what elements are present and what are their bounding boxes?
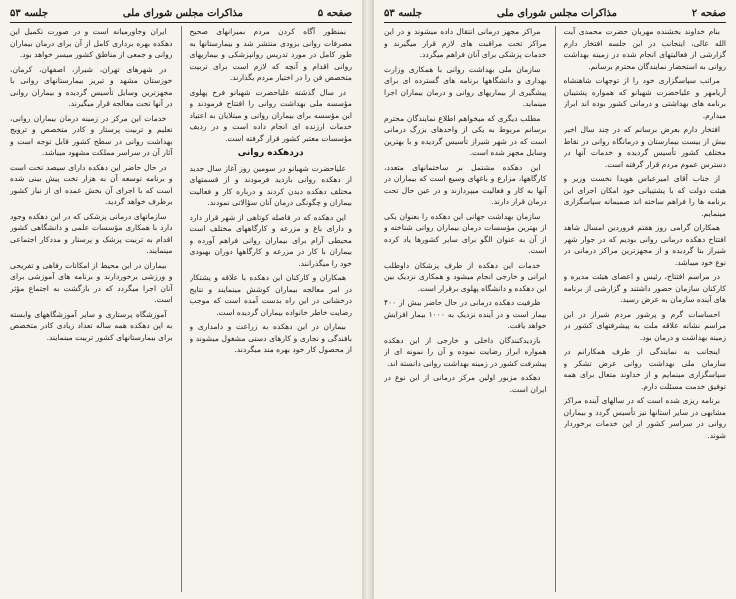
article-paragraph: این دهکده که در فاصله کوتاهی از شهر قرار دارد و دارای باغ و مزرعه و کارگاههای مختلف است محیطی آرام برای بیماران روانی فراهم آورده و بیماران با کار در مزرعه و کارگاهها دوران بهبودی خود را میگذرانند. (189, 212, 352, 268)
article-paragraph: سازمان بهداشت جهانی این دهکده را بعنوان یکی از بهترین مؤسسات درمان بیماران روانی شناخته و از آن به عنوان الگو برای سایر کشورها یاد کرده است. (384, 211, 547, 255)
article-paragraph: در مراسم افتتاح، رئیس و اعضای هیئت مدیره و کارکنان سازمان حضور داشتند و گزارشی از برنامه های آینده سازمان به عرض رسید. (563, 272, 726, 304)
section-heading: دردهکده روانی (237, 148, 304, 158)
left-page-columns (10, 26, 352, 592)
page-gutter (362, 0, 374, 599)
article-paragraph: احساسات گرم و پرشور مردم شیراز در این مراسم نشانه علاقه ملت به پیشرفتهای کشور در زمینه بهداشت و درمان بود. (563, 309, 726, 342)
right-page (374, 0, 736, 599)
article-paragraph: همکاران و کارکنان این دهکده با علاقه و پشتکار در امر معالجه بیماران کوشش مینمایند و نتایج درخشانی در این راه بدست آمده است که موجب رضایت خاطر خانواده بیماران گردیده است. (189, 273, 352, 317)
article-paragraph: مراتب سپاسگزاری خود را از توجهات شاهنشاه آریامهر و علیاحضرت شهبانو که همواره پشتیبان برنامه های بهداشتی و درمانی کشور بوده اند ابراز میدارم. (563, 76, 726, 120)
article-paragraph: علیاحضرت شهبانو در سومین روز آغاز سال جدید از دهکده روانی بازدید فرمودند و از قسمتهای مختلف دهکده دیدن کردند و درباره کار و فعالیت بیماران و چگونگی درمان آنان سؤالاتی نمودند. (189, 163, 352, 207)
column-divider (181, 26, 182, 592)
article-paragraph: خدمات این مرکز در زمینه درمان بیماران روانی، تعلیم و تربیت پرستار و کادر متخصص و ترویج بهداشت روانی در سطح کشور قابل توجه است و آثار آن در سراسر مملکت مشهود میباشد. (10, 113, 173, 157)
left-page-column-right (190, 26, 353, 592)
right-page-column-left (384, 26, 547, 592)
right-page-header (384, 8, 726, 23)
right-page-number: صفحه ۲ (691, 8, 726, 19)
right-page-title: مذاکرات مجلس شورای ملی (496, 8, 617, 19)
article-paragraph: برنامه ریزی شده است که در سالهای آینده مراکز مشابهی در سایر استانها نیز تأسیس گردد و بیماران روانی در سراسر کشور از این خدمات برخوردار شوند. (563, 396, 726, 440)
article-paragraph: خدمات این دهکده از طرف پزشکان داوطلب ایرانی و خارجی انجام میشود و همکاری نزدیک بین این دهکده و دانشگاه پهلوی برقرار است. (384, 260, 547, 293)
right-page-column-right (564, 26, 727, 592)
article-paragraph: بمنظور آگاه کردن مردم بمیزانهای صحیح مصرفات روانی بزودی منتشر شد و بیمارستانها به طور کامل در مورد تدریس روانپزشکی و بیماریهای روانی اقدام و آنچه که لازم است برای تربیت متخصص فن را در اختیار مردم بگذارند. (189, 27, 352, 82)
article-paragraph: بنام خداوند بخشنده مهربان حضرت محمدی آیت الله عالی، اینجانب در این جلسه افتخار دارم گزارشی از فعالیتهای انجام شده در زمینه بهداشت روانی به استحضار نمایندگان محترم برسانم. (563, 27, 726, 71)
article-paragraph: آموزشگاه پرستاری و سایر آموزشگاههای وابسته به این دهکده همه ساله تعداد زیادی کادر متخصص برای بیمارستانهای کشور تربیت مینمایند. (10, 309, 173, 342)
article-paragraph: افتخار دارم بعرض برسانم که در چند سال اخیر بیش از بیست بیمارستان و درمانگاه روانی در نقاط مختلف کشور تأسیس گردیده و خدمات آنها در دسترس عموم مردم قرار گرفته است. (563, 125, 726, 169)
article-paragraph: این دهکده مشتمل بر ساختمانهای متعدد، کارگاهها، مزارع و باغهای وسیع است که بیماران در آنها به کار و فعالیت میپردازند و در عین حال تحت درمان قرار دارند. (384, 162, 547, 206)
left-page-session: جلسه ۵۳ (10, 8, 49, 19)
article-paragraph: در سال گذشته علیاحضرت شهبانو فرح پهلوی مؤسسه ملی بهداشت روانی را افتتاح فرمودند و این مؤسسه برای بیماران روانی و مبتلایان به اعتیاد خدمات ارزنده ای انجام داده است و در ردیف مؤسسات معتبر کشور قرار گرفته است. (189, 87, 352, 143)
article-paragraph: دهکده مزبور اولین مرکز درمانی از این نوع در ایران است. (384, 373, 547, 394)
article-paragraph: در حال حاضر این دهکده دارای سیصد تخت است و برنامه توسعه آن به هزار تخت پیش بینی شده است که با اجرای آن بخش عمده ای از نیاز کشور برطرف خواهد گردید. (10, 162, 173, 206)
right-page-session: جلسه ۵۳ (384, 8, 423, 19)
article-paragraph: سازمان ملی بهداشت روانی با همکاری وزارت بهداری و دانشگاهها برنامه های گسترده ای برای پیشگیری از بیماریهای روانی و درمان بیماران اجرا مینماید. (384, 64, 547, 108)
article-paragraph: اینجانب به نمایندگی از طرف همکارانم در سازمان ملی بهداشت روانی عرض تشکر و سپاسگزاری مینمایم و از خداوند متعال برای همه توفیق خدمت مسئلت دارم. (563, 347, 726, 391)
left-page-title: مذاکرات مجلس شورای ملی (122, 8, 243, 19)
article-paragraph: بیماران در این دهکده به زراعت و دامداری و بافندگی و نجاری و کارهای دستی مشغول میشوند و از محصول کار خود بهره مند میگردند. (189, 322, 352, 354)
article-paragraph: سازمانهای درمانی پزشکی که در این دهکده وجود دارد با همکاری مؤسسات علمی و دانشگاهی کشور اقدام به تربیت پزشک و پرستار و مددکار اجتماعی مینمایند. (10, 211, 173, 255)
article-paragraph: مراکز مجهز درمانی انتقال داده میشوند و در این مراکز تحت مراقبت های لازم قرار میگیرند و خدمات پزشکی برای آنان فراهم میگردد. (384, 27, 547, 59)
article-paragraph: ایران وخاورمیانه است و در صورت تکمیل این دهکده بهره برداری کامل از آن برای درمان بیماران روانی و جمعی از مناطق کشور میسر خواهد بود. (10, 27, 173, 59)
left-page (0, 0, 362, 599)
article-paragraph: بازدیدکنندگان داخلی و خارجی از این دهکده همواره ابراز رضایت نموده و آن را نمونه ای از پیشرفت کشور در زمینه بهداشت روانی دانسته اند. (384, 335, 547, 368)
left-page-column-left (10, 26, 173, 592)
article-paragraph: از جناب آقای امیرعباس هویدا نخست وزیر و هیئت دولت که با پشتیبانی خود امکان اجرای این برنامه ها را فراهم ساخته اند صمیمانه سپاسگزاری مینمایم. (563, 174, 726, 218)
column-divider (555, 26, 556, 592)
article-paragraph: همکاران گرامی روز هفتم فروردین امسال شاهد افتتاح دهکده درمانی روانی بودیم که در جوار شهر شیراز بنا گردیده و از مجهزترین مراکز درمانی در نوع خود میباشد. (563, 223, 726, 267)
right-page-columns (384, 26, 726, 592)
left-page-header (10, 8, 352, 23)
article-paragraph: ظرفیت دهکده درمانی در حال حاضر بیش از ۴۰۰ بیمار است و در آینده نزدیک به ۱۰۰۰ بیمار افزایش خواهد یافت. (384, 298, 547, 330)
article-paragraph: مطلب دیگری که میخواهم اطلاع نمایندگان محترم برسانم مربوط به یکی از واحدهای بزرگ درمانی است که در شهر شیراز تأسیس گردیده و با بهترین وسایل مجهز شده است. (384, 113, 547, 157)
article-paragraph: بیماران در این محیط از امکانات رفاهی و تفریحی و ورزشی برخوردارند و برنامه های آموزشی برای آنان اجرا میگردد که در بازگشت به اجتماع مؤثر است. (10, 260, 173, 304)
left-page-number: صفحه ۵ (317, 8, 352, 19)
article-paragraph: در شهرهای تهران، شیراز، اصفهان، کرمان، خوزستان مشهد و تبریز بیمارستانهای روانی با مجهزترین وسایل تأسیس گردیده و بیماران روانی در آنها تحت معالجه قرار میگیرند. (10, 64, 173, 108)
